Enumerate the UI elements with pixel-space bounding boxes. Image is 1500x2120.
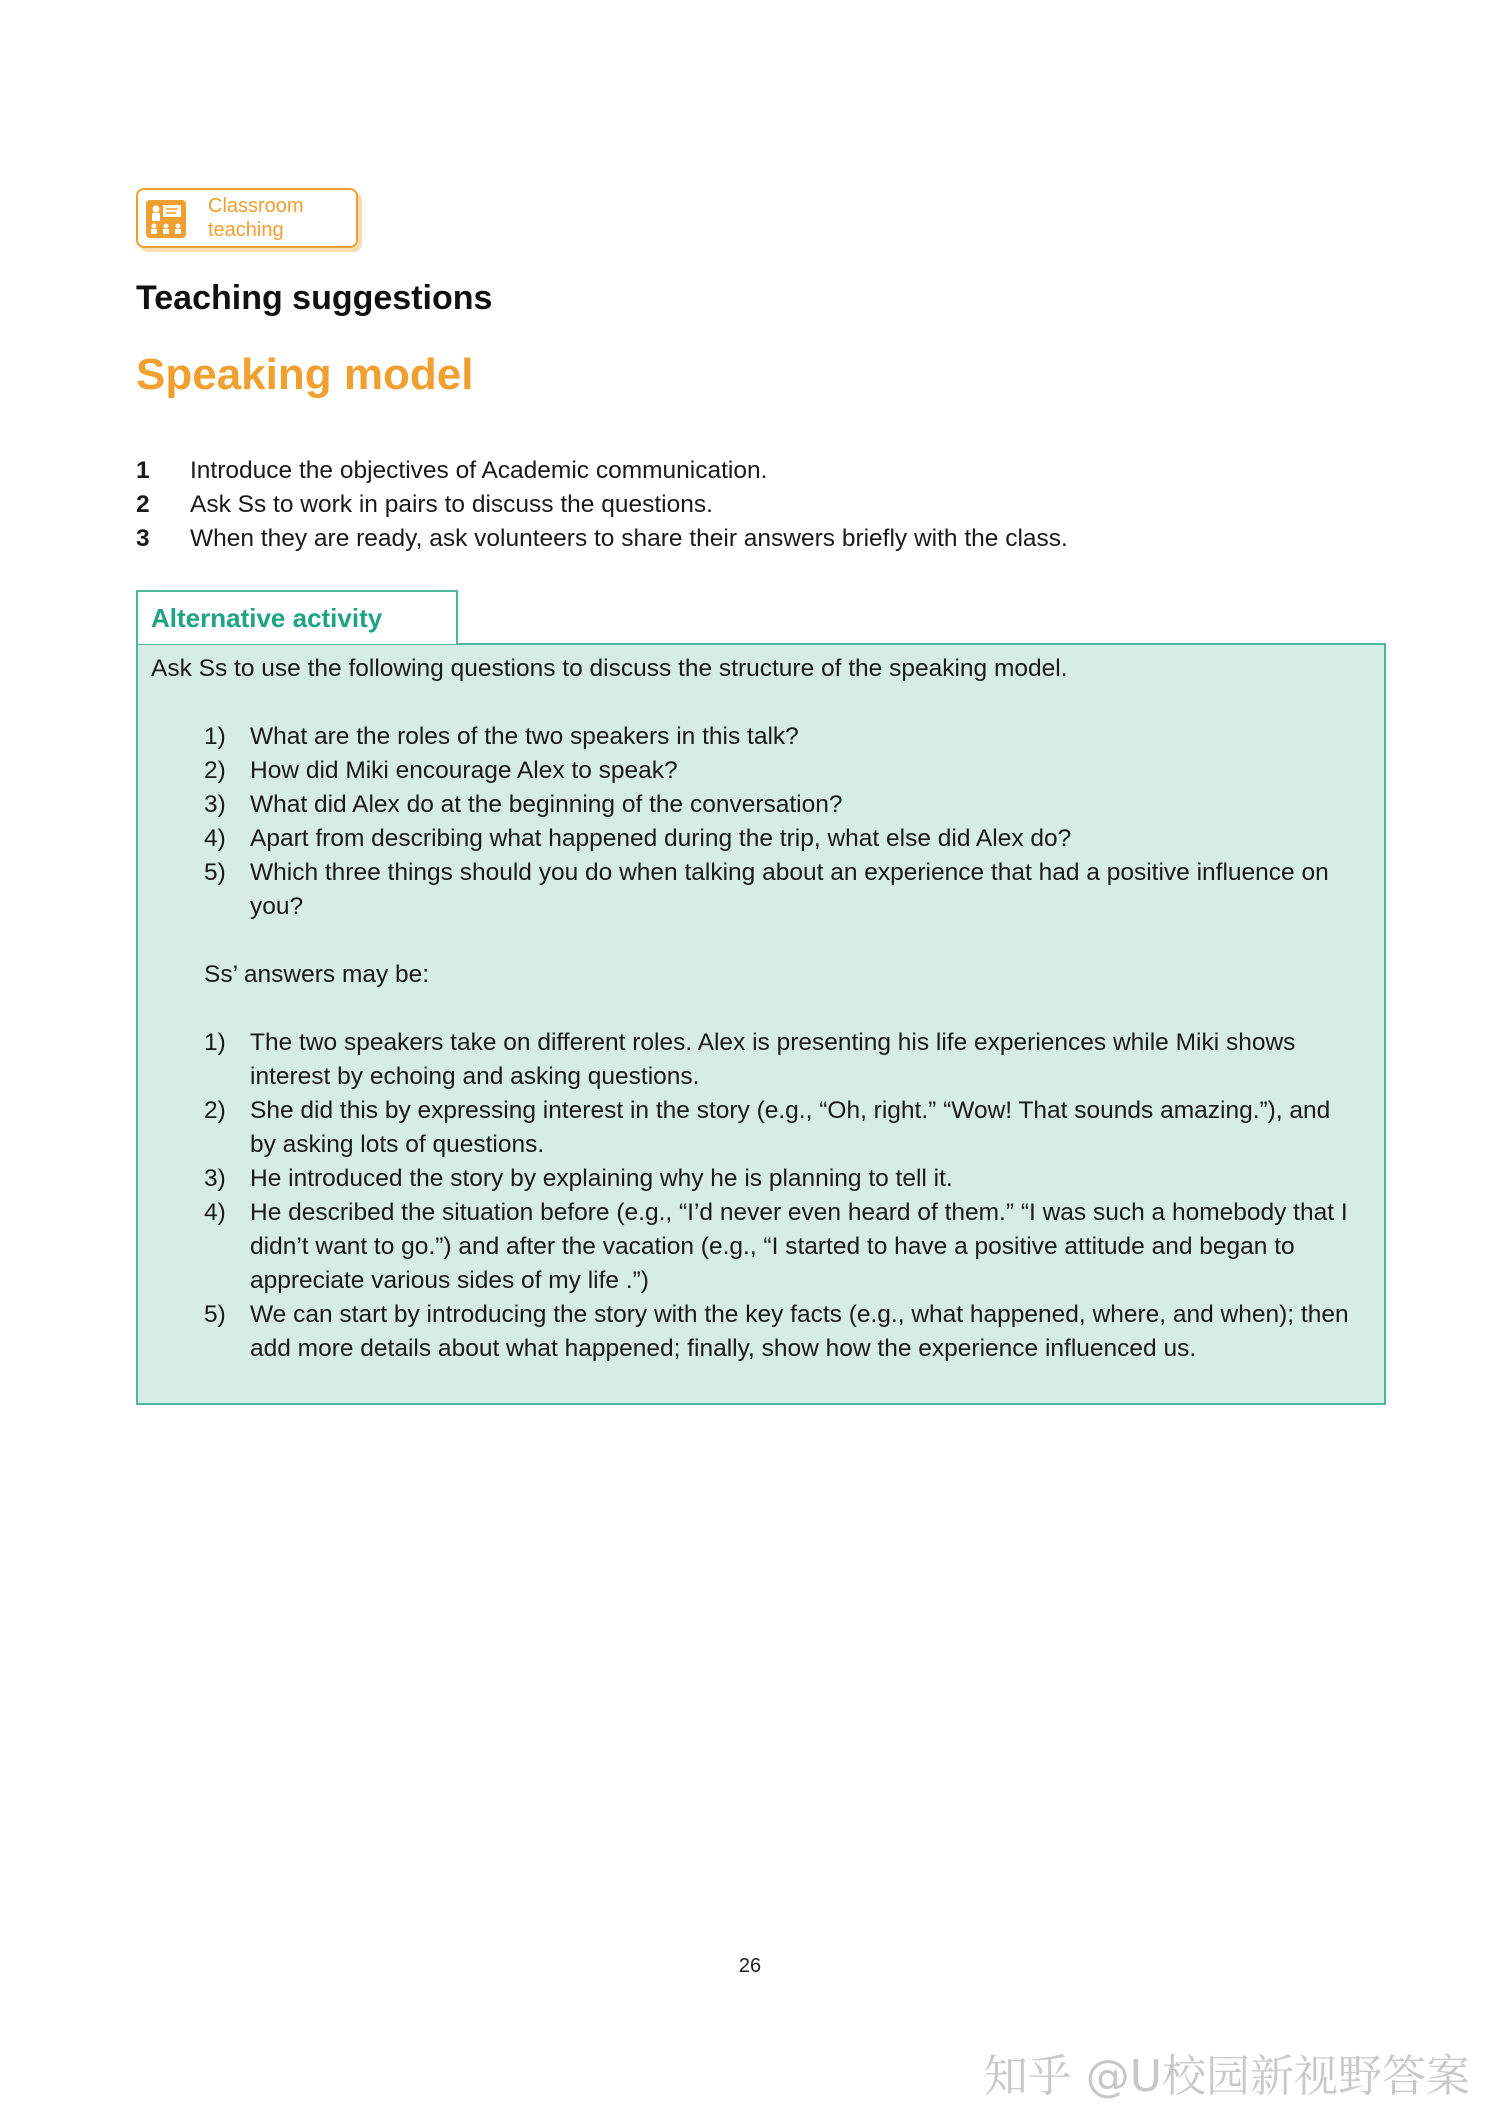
answers-label: Ss’ answers may be: xyxy=(204,961,430,988)
answer-number: 2) xyxy=(204,1097,226,1124)
answer-item xyxy=(204,1196,1384,1298)
question-number: 5) xyxy=(204,859,226,886)
answer-item xyxy=(204,1162,1384,1196)
answer-item xyxy=(204,1094,1384,1162)
classroom-icon xyxy=(146,200,186,238)
section-title: Speaking model xyxy=(136,350,474,399)
answer-text: He described the situation before (e.g., “I’d never even heard of them.” “I was such a homebody that I didn’t want to go.”) and after the vacation (e.g., “I started to have a positive attitude and began to appreciate various sides of my life .”) xyxy=(250,1199,1348,1294)
alternative-activity-box xyxy=(136,643,1386,1405)
step-text: When they are ready, ask volunteers to share their answers briefly with the class. xyxy=(190,525,1068,552)
answer-text: He introduced the story by explaining why he is planning to tell it. xyxy=(250,1165,953,1192)
alternative-activity-title: Alternative activity xyxy=(151,603,383,633)
steps-list xyxy=(136,454,1386,556)
question-item xyxy=(204,856,1384,924)
badge-line-2: teaching xyxy=(208,219,284,241)
answers-list xyxy=(151,1026,1384,1366)
answer-number: 5) xyxy=(204,1301,226,1328)
answer-number: 1) xyxy=(204,1029,226,1056)
answer-text: The two speakers take on different roles. Alex is presenting his life experiences while Miki shows interest by echoing and asking questions. xyxy=(250,1029,1296,1090)
question-text: How did Miki encourage Alex to speak? xyxy=(250,757,678,784)
watermark: 知乎 @U校园新视野答案 xyxy=(983,2051,1470,2102)
answer-item xyxy=(204,1298,1384,1366)
answer-number: 4) xyxy=(204,1199,226,1226)
page-number: 26 xyxy=(738,1955,762,1977)
step-number: 1 xyxy=(136,457,150,484)
classroom-teaching-badge xyxy=(136,188,358,248)
step-text: Introduce the objectives of Academic communication. xyxy=(190,457,768,484)
step-text: Ask Ss to work in pairs to discuss the questions. xyxy=(190,491,713,518)
activity-intro: Ask Ss to use the following questions to discuss the structure of the speaking model. xyxy=(151,655,1068,682)
question-number: 2) xyxy=(204,757,226,784)
step-number: 3 xyxy=(136,525,150,552)
teaching-suggestions-heading: Teaching suggestions xyxy=(136,279,493,317)
question-number: 3) xyxy=(204,791,226,818)
answer-item xyxy=(204,1026,1384,1094)
question-item xyxy=(204,822,1384,856)
question-item xyxy=(204,788,1384,822)
question-item xyxy=(204,720,1384,754)
question-text: What did Alex do at the beginning of the conversation? xyxy=(250,791,843,818)
step-item xyxy=(136,488,1386,522)
question-item xyxy=(204,754,1384,788)
question-number: 4) xyxy=(204,825,226,852)
step-number: 2 xyxy=(136,491,150,518)
questions-list xyxy=(151,720,1384,924)
step-item xyxy=(136,522,1386,556)
question-number: 1) xyxy=(204,723,226,750)
answer-text: She did this by expressing interest in the story (e.g., “Oh, right.” “Wow! That sounds amazing.”), and by asking lots of questions. xyxy=(250,1097,1331,1158)
answer-text: We can start by introducing the story with the key facts (e.g., what happened, where, and when); then add more details about what happened; finally, show how the experience influenced us. xyxy=(250,1301,1349,1362)
answer-number: 3) xyxy=(204,1165,226,1192)
alternative-activity-tab xyxy=(136,590,458,644)
step-item xyxy=(136,454,1386,488)
question-text: What are the roles of the two speakers in this talk? xyxy=(250,723,799,750)
badge-line-1: Classroom xyxy=(208,195,304,217)
question-text: Apart from describing what happened during the trip, what else did Alex do? xyxy=(250,825,1072,852)
question-text: Which three things should you do when talking about an experience that had a positive influence on you? xyxy=(250,859,1329,920)
badge-label xyxy=(208,194,304,242)
